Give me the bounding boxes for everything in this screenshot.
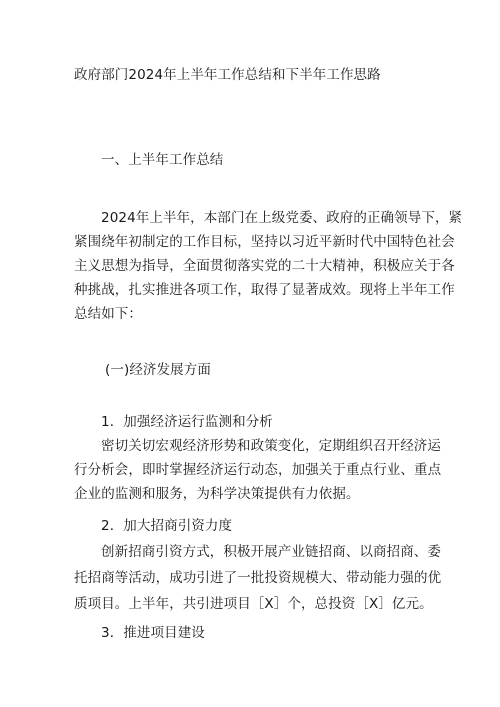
document-title: 政府部门2024年上半年工作总结和下半年工作思路: [74, 67, 381, 83]
paragraph-line: 种挑战，扎实推进各项工作，取得了显著成效。现将上半年工作: [74, 282, 455, 298]
paragraph-line: 总结如下：: [74, 306, 142, 322]
paragraph-line: 紧围绕年初制定的工作目标，坚持以习近平新时代中国特色社会: [74, 234, 455, 250]
item-heading: 1．加强经济运行监测和分析: [101, 414, 273, 430]
paragraph-line: 主义思想为指导，全面贯彻落实党的二十大精神，积极应关于各: [74, 258, 455, 274]
paragraph-line: 创新招商引资方式，积极开展产业链招商、以商招商、委: [101, 544, 441, 560]
sub-heading: (一)经济发展方面: [105, 362, 211, 378]
paragraph-line: 企业的监测和服务，为科学决策提供有力依据。: [74, 486, 360, 502]
paragraph-line: 2024年上半年，本部门在上级党委、政府的正确领导下，紧: [101, 210, 463, 226]
paragraph-line: 质项目。上半年，共引进项目［X］个，总投资［X］亿元。: [74, 596, 433, 612]
section-heading: 一、上半年工作总结: [101, 152, 224, 168]
item-heading: 3．推进项目建设: [101, 625, 205, 641]
item-heading: 2．加大招商引资力度: [101, 518, 233, 534]
paragraph-line: 密切关切宏观经济形势和政策变化，定期组织召开经济运: [101, 438, 441, 454]
paragraph-line: 行分析会，即时掌握经济运行动态，加强关于重点行业、重点: [74, 462, 442, 478]
paragraph-line: 托招商等活动，成功引进了一批投资规模大、带动能力强的优: [74, 570, 442, 586]
